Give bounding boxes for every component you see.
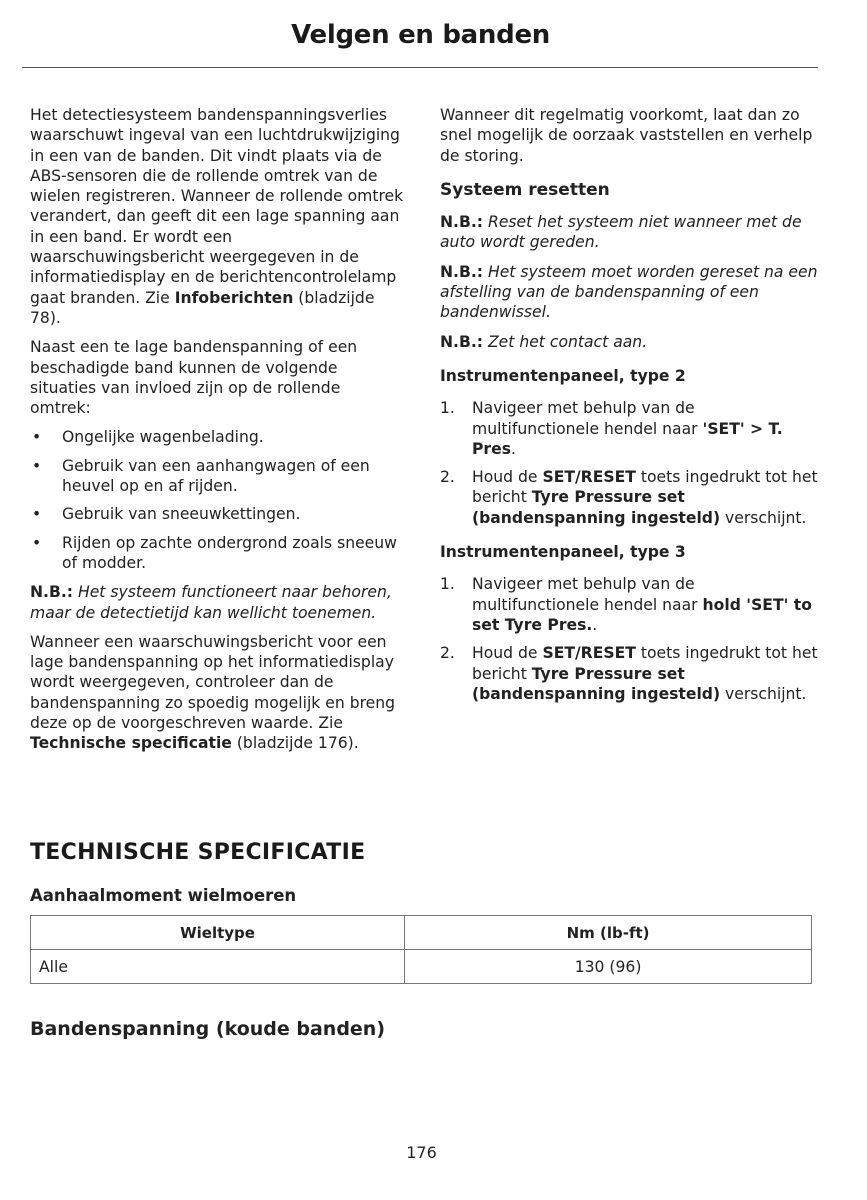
technische-specificatie-link[interactable]: Technische specificatie [30,734,232,753]
bullet-icon: • [32,428,42,447]
list-item: 1. Navigeer met behulp van de multifunctionele hendel naar hold 'SET' to set Tyre Pres.. [440,575,812,634]
list-item: 1. Navigeer met behulp van de multifunctionele hendel naar 'SET' > T. Pres. [440,399,783,458]
situations-paragraph: Naast een te lage bandenspanning of een beschadigde band kunnen de volgende situaties van invloed zijn op de rollende omtrek: [30,338,358,418]
list-item: • Rijden op zachte ondergrond zoals sneeuw of modder. [32,533,397,572]
page-header [22,20,818,68]
list-item: • Gebruik van sneeuwkettingen. [32,505,301,524]
type3-heading: Instrumentenpaneel, type 3 [440,543,686,562]
table-header-row [31,916,812,950]
table-cell: 130 (96) [405,950,812,984]
right-column [440,105,820,714]
list-item: • Gebruik van een aanhangwagen of een heuvel op en af rijden. [32,456,370,496]
warning-paragraph: Wanneer een waarschuwingsbericht voor een lage bandenspanning op het informatiedisplay wordt weergegeven, controleer dan de bandenspanning zo spoedig mogelijk en breng deze op de voorgeschreven waarde. Zie Technische specificatie (bladzijde 176). [30,632,396,753]
note-reset-driving: N.B.: Reset het systeem niet wanneer met de auto wordt gereden. [440,213,802,252]
bullet-icon: • [32,505,42,524]
note-ignition-on: N.B.: Zet het contact aan. [440,332,648,351]
table-title: Aanhaalmoment wielmoeren [30,886,297,905]
note-reset-adjustment: N.B.: Het systeem moet worden gereset na een afstelling van de bandenspanning of een bandenwissel. [440,262,818,322]
tyre-pressure-heading: Bandenspanning (koude banden) [30,1018,386,1040]
situations-list [30,427,406,573]
intro-paragraph: Het detectiesysteem bandenspanningsverlies waarschuwt ingeval van een luchtdrukwijziging in een van de banden. Dit vindt plaats via de ABS-sensoren die de rollende omtrek van de wielen registreren. Wanneer de rollende omtrek verandert, dan geeft dit een lage spanning aan in een band. Er wordt een waarschuwingsbericht weergegeven in de informatiedisplay en de berichtencontrolelamp gaat branden. Zie Infoberichten (bladzijde 78). [30,106,404,327]
page-title: Velgen en banden [291,20,550,50]
bullet-icon: • [32,456,42,475]
note-detection-time: N.B.: Het systeem functioneert naar behoren, maar de detectietijd kan wellicht toenemen. [30,583,392,622]
list-item: 2. Houd de SET/RESET toets ingedrukt tot het bericht Tyre Pressure set (bandenspanning ingesteld) verschijnt. [440,644,818,703]
type2-steps [440,398,820,528]
page-number: 176 [406,1143,437,1162]
infoberichten-link[interactable]: Infoberichten [174,288,294,307]
column-header-torque: Nm (lb-ft) [405,916,812,950]
list-item: 2. Houd de SET/RESET toets ingedrukt tot het bericht Tyre Pressure set (bandenspanning ingesteld) verschijnt. [440,468,818,527]
reset-heading: Systeem resetten [440,179,610,200]
table-row [31,950,812,984]
type2-heading: Instrumentenpaneel, type 2 [440,366,686,385]
recurring-paragraph: Wanneer dit regelmatig voorkomt, laat dan zo snel mogelijk de oorzaak vaststellen en verhelp de storing. [440,106,813,165]
left-column [30,105,406,763]
bullet-icon: • [32,533,42,552]
type3-steps [440,574,820,704]
section-title: TECHNISCHE SPECIFICATIE [30,840,366,865]
column-header-wheel-type: Wieltype [31,916,405,950]
torque-table [30,915,812,984]
table-cell: Alle [31,950,405,984]
list-item: • Ongelijke wagenbelading. [32,428,264,447]
